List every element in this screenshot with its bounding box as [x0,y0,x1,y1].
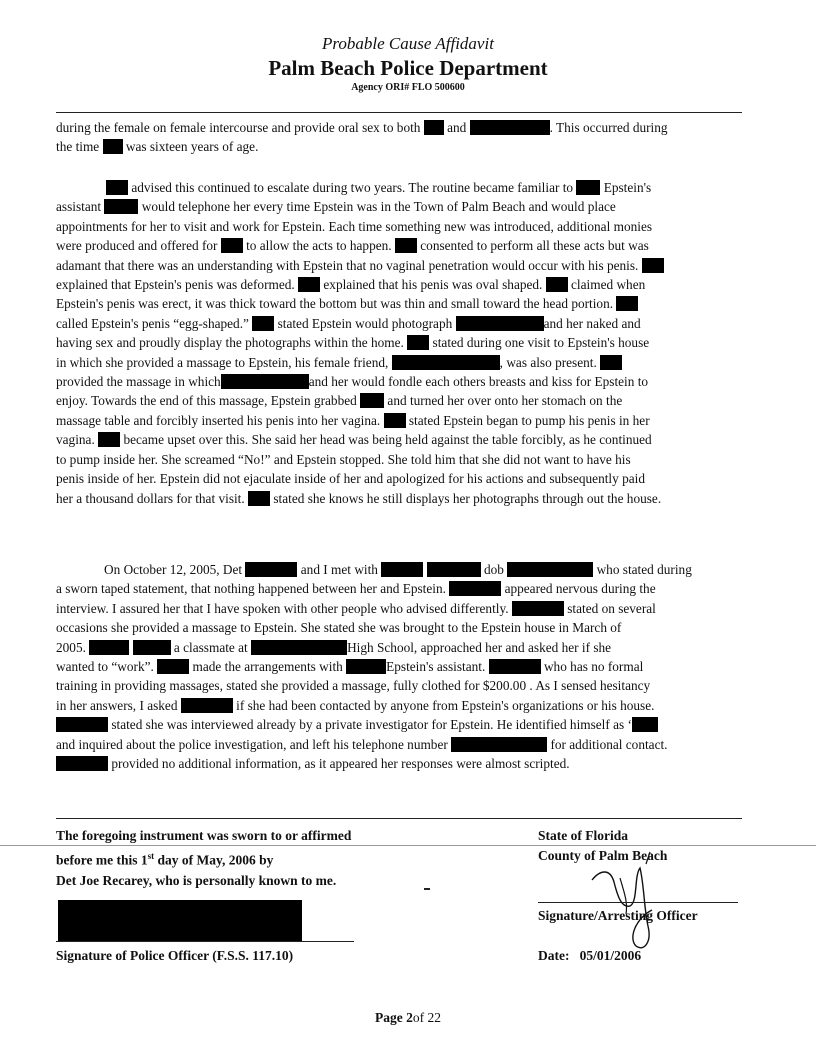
officer-signature-line [56,941,354,942]
text-line: appointments for her to visit and work for Epstein. Each time something new was introduced, additional monies [56,218,653,234]
redaction [384,413,406,428]
redaction [248,491,270,506]
date-value: 05/01/2006 [579,948,642,963]
redaction [252,316,274,331]
text-line: On October 12, 2005, Det and I met with dob who stated during [104,562,692,577]
text-line: 2005. a classmate at High School, approached her and asked her if she [56,639,612,655]
text-line: in her answers, I asked if she had been contacted by anyone from Epstein's organizations or his house. [56,697,655,713]
text-line: her a thousand dollars for that visit. stated she knows he still displays her photographs through out the house. [56,490,662,506]
redaction [221,238,243,253]
redaction [104,199,138,214]
redaction [456,316,544,331]
redaction [449,581,501,596]
redaction [157,659,189,674]
redaction [600,355,622,370]
county-label: County of Palm Beach [538,848,668,863]
signature-divider [56,818,742,819]
date-field: Date: 05/01/2006 [538,948,642,963]
text-line: called Epstein's penis “egg-shaped.” stated Epstein would photograph and her naked and [56,315,641,331]
redaction [221,374,309,389]
sworn-statement: The foregoing instrument was sworn to or affirmed before me this 1st day of May, 2006 by Det Joe Recarey, who is personally known to me. [56,828,352,888]
redaction [360,393,384,408]
redaction [181,698,233,713]
redaction [632,717,658,732]
text-line: adamant that there was an understanding with Epstein that no vaginal penetration would occur with his penis. [56,256,792,275]
text-line: during the female on female intercourse and provide oral sex to both and . This occurred during [56,120,668,135]
text-line: enjoy. Towards the end of this massage, Epstein grabbed and turned her over onto her stomach on the [56,393,623,409]
redaction [576,180,600,195]
document-type: Probable Cause Affidavit [322,34,494,53]
redacted-signature [58,900,302,942]
text-line: a sworn taped statement, that nothing happened between her and Epstein. appeared nervous during the [56,581,656,597]
text-line: vagina. became upset over this. She said her head was being held against the table forcibly, as he continued [56,432,652,448]
redaction [512,601,564,616]
redaction [616,296,638,311]
text-line: the time was sixteen years of age. [56,139,259,155]
redaction [489,659,541,674]
redaction [346,659,386,674]
state-label: State of Florida [538,828,628,843]
text-line: wanted to “work”. made the arrangements with Epstein's assistant. who has no formal [56,659,644,675]
text-line: assistant would telephone her every time Epstein was in the Town of Palm Beach and would place [56,199,616,215]
arresting-signature-line [538,902,738,903]
text-line: provided the massage in which and her would fondle each others breasts and kiss for Epstein to [56,374,649,390]
text-line: stated she was interviewed already by a private investigator for Epstein. He identified himself as ‘ [56,715,792,734]
paragraph-1 [56,118,792,157]
text-line: and inquired about the police investigation, and left his telephone number for additional contact. [56,736,668,752]
redaction [424,120,444,135]
officer-signature-label: Signature of Police Officer (F.S.S. 117.10) [56,948,294,963]
redaction [245,562,297,577]
redaction [470,120,550,135]
arresting-officer-signature [570,848,680,958]
paragraph-2 [56,178,792,508]
text-line: having sex and proudly display the photographs within the home. stated during one visit to Epstein's house [56,335,650,351]
redaction [251,640,347,655]
text-line: training in providing massages, stated she provided a massage, fully clothed for $200.00 . As I sensed hesitancy [56,678,651,694]
redaction [133,640,171,655]
arresting-officer-label: Signature/Arresting Officer [538,908,698,923]
redaction [451,737,547,752]
text-line: penis inside of her. Epstein did not ejaculate inside of her and apologized for his actions and subsequently paid [56,471,645,487]
redaction [642,258,664,273]
department-name: Palm Beach Police Department [268,56,548,80]
header-divider [56,112,742,113]
text-line: advised this continued to escalate during two years. The routine became familiar to Epstein's [56,178,792,197]
text-line: Epstein's penis was erect, it was thick toward the bottom but was thin and small toward the head portion. [56,294,792,313]
text-line: were produced and offered for to allow the acts to happen. consented to perform all these acts but was [56,238,649,254]
redaction [395,238,417,253]
paragraph-3 [56,560,792,773]
text-line: explained that Epstein's penis was deformed. explained that his penis was oval shaped. claimed when [56,277,646,293]
text-line: massage table and forcibly inserted his penis into her vagina. stated Epstein began to pump his penis in her [56,412,650,428]
page-number: Page 2of 22 [375,1010,441,1025]
agency-ori: Agency ORI# FLO 500600 [351,82,465,93]
text-line: provided no additional information, as it appeared her responses were almost scripted. [56,754,792,773]
text-line: to pump inside her. She screamed “No!” and Epstein stopped. She told him that she did not want to have his [56,451,631,467]
redaction [56,717,108,732]
redaction [98,432,120,447]
redaction [103,139,123,154]
redaction [56,756,108,771]
text-line: interview. I assured her that I have spoken with other people who advised differently. stated on several [56,600,656,616]
text-line: occasions she provided a massage to Epstein. She stated she was brought to the Epstein house in March of [56,620,622,636]
redaction [106,180,128,195]
redaction [427,562,481,577]
redaction [89,640,129,655]
redaction [546,277,568,292]
redaction [298,277,320,292]
stray-mark [424,888,430,890]
redaction [507,562,593,577]
redaction [381,562,423,577]
redaction [392,355,500,370]
text-line: in which she provided a massage to Epstein, his female friend, , was also present. [56,353,792,372]
redaction [407,335,429,350]
